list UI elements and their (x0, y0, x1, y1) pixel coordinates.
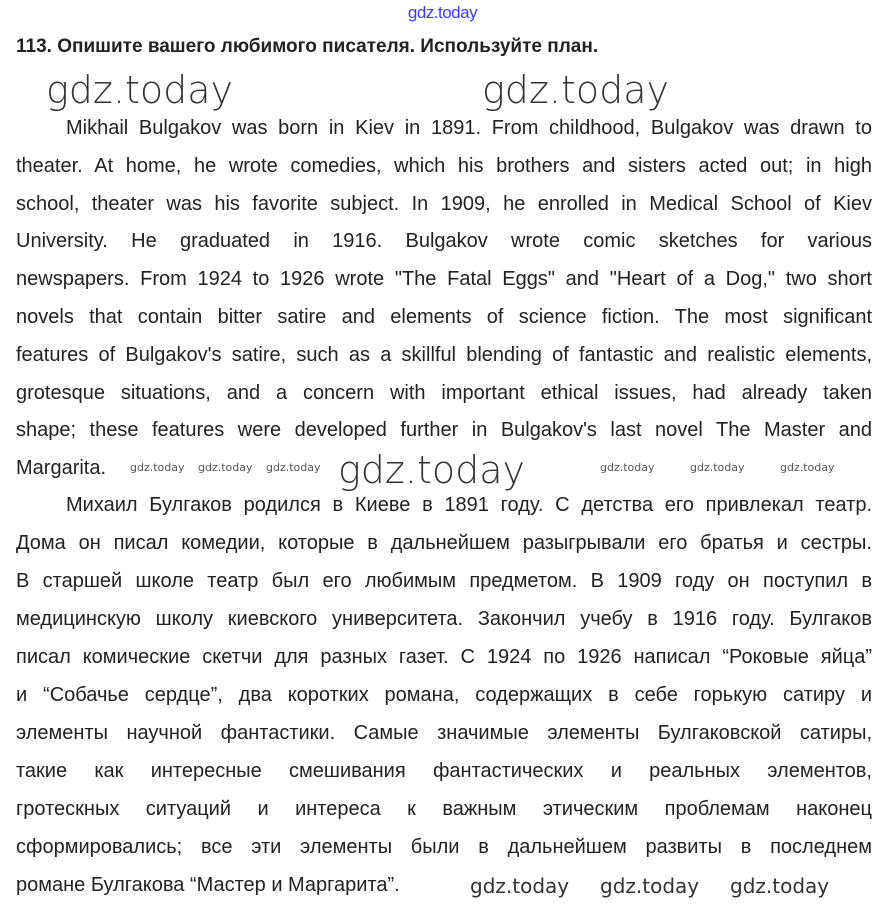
text-line: features of Bulgakov's satire, such as a skillful blending of fantastic and realistic elements, (16, 343, 872, 366)
watermark: gdz.today (130, 461, 185, 474)
text-line: newspapers. From 1924 to 1926 wrote "The Fatal Eggs" and "Heart of a Dog," two short (16, 268, 872, 291)
exercise-title: 113. Опишите вашего любимого писателя. Используйте план. (16, 36, 599, 57)
text-line: Дома он писал комедии, которые в дальнейшем разыгрывали его братья и сестры. (16, 532, 872, 554)
watermark: gdz.today (690, 461, 745, 474)
text-line: гротескных ситуаций и интереса к важным этическим проблемам наконец (16, 798, 872, 820)
watermark: gdz.today (338, 448, 525, 492)
text-line: Mikhail Bulgakov was born in Kiev in 1891. From childhood, Bulgakov was drawn to (66, 117, 872, 139)
watermark: gdz.today (600, 461, 655, 474)
text-line: grotesque situations, and a concern with important ethical issues, had already taken (16, 381, 872, 404)
watermark: gdz.today (780, 461, 835, 474)
text-line: элементы научной фантастики. Самые значимые элементы Булгаковской сатиры, (16, 722, 872, 744)
text-line: novels that contain bitter satire and elements of science fiction. The most significant (16, 306, 872, 328)
text-line: В старшей школе театр был его любимым предметом. В 1909 году он поступил в (16, 570, 872, 592)
text-line: shape; these features were developed further in Bulgakov's last novel The Master and (16, 419, 872, 442)
watermark: gdz.today (470, 874, 570, 898)
watermark: gdz.today (730, 874, 830, 898)
text-line: писал комические скетчи для разных газет. С 1924 по 1926 написал “Роковые яйца” (16, 646, 872, 668)
text-line: и “Собачье сердце”, два коротких романа, содержащих в себе горькую сатиру и (16, 684, 872, 706)
watermark: gdz.today (198, 461, 253, 474)
text-line: theater. At home, he wrote comedies, which his brothers and sisters acted out; in high (16, 154, 872, 177)
text-line: University. He graduated in 1916. Bulgakov wrote comic sketches for various (16, 230, 872, 253)
text-line: сформировались; все эти элементы были в дальнейшем развиты в последнем (16, 836, 872, 858)
text-line: Михаил Булгаков родился в Киеве в 1891 году. С детства его привлекал театр. (66, 494, 872, 516)
text-line: Margarita. (16, 457, 107, 480)
text-line: school, theater was his favorite subject. In 1909, he enrolled in Medical School of Kiev (16, 192, 872, 215)
watermark: gdz.today (46, 68, 233, 112)
text-line: медицинскую школу киевского университета. Закончил учебу в 1916 году. Булгаков (16, 608, 872, 630)
watermark: gdz.today (266, 461, 321, 474)
text-line: такие как интересные смешивания фантастических и реальных элементов, (16, 760, 872, 782)
watermark: gdz.today (600, 874, 700, 898)
watermark-top: gdz.today (407, 3, 478, 22)
text-line: романе Булгакова “Мастер и Маргарита”. (16, 874, 400, 896)
watermark: gdz.today (482, 68, 669, 112)
